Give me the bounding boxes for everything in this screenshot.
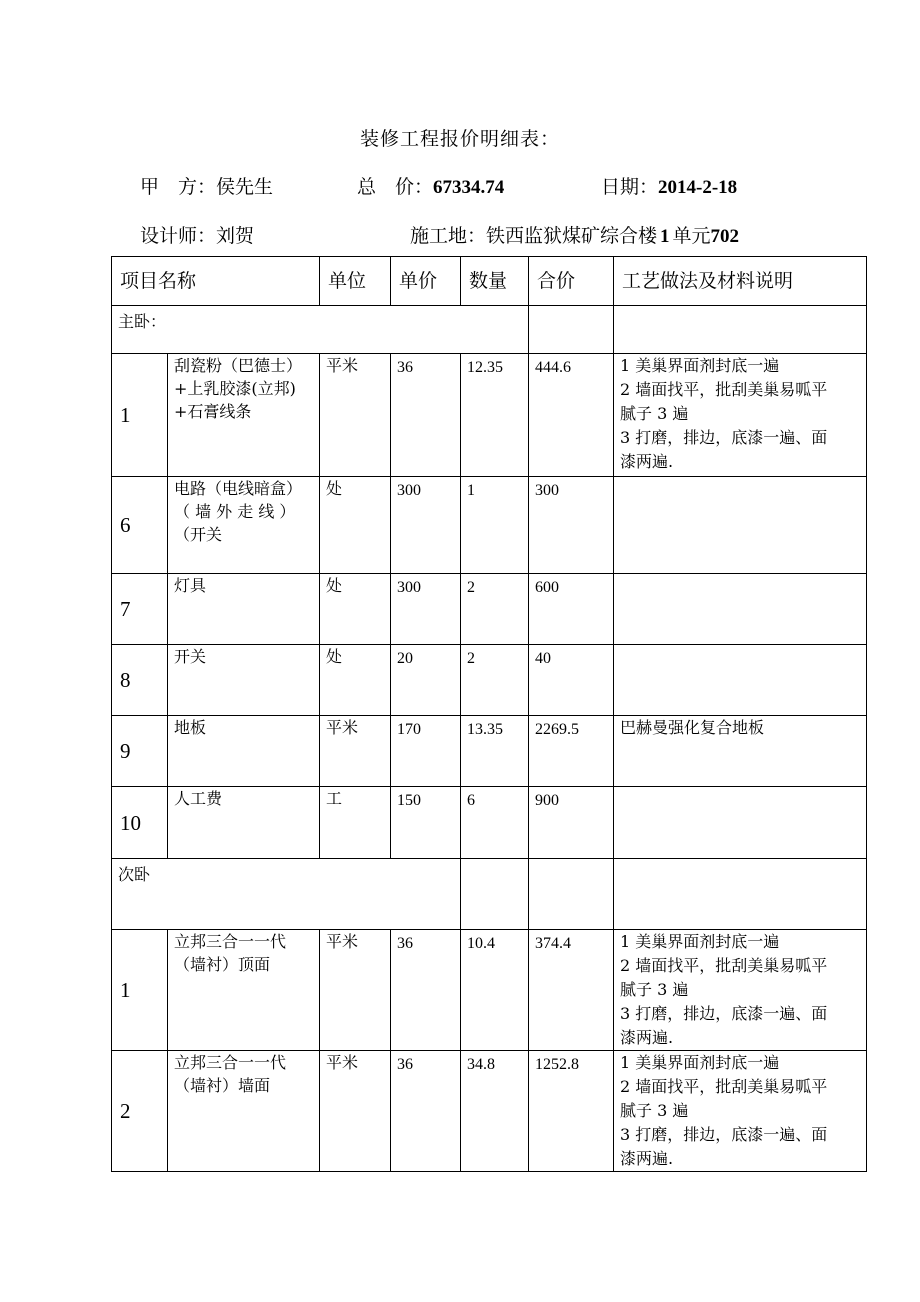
unit-price: 20 [391,645,461,716]
process-description [614,1051,867,1172]
unit: 处 [320,645,391,716]
date-label: 日期： [601,176,659,198]
item-name-line: 人工费 [174,789,223,808]
row-index: 9 [112,716,168,787]
client-value: 侯先生 [216,176,274,198]
section-label-second-bedroom: 次卧 [112,859,461,930]
col-header-unit: 单位 [320,257,391,306]
desc-line: 2 墙面找平，批刮美巢易呱平 [620,1077,828,1096]
row-index: 10 [112,787,168,859]
desc-line: 1 美巢界面剂封底一遍 [620,356,780,375]
row-index: 6 [112,477,168,574]
table-row [112,574,867,645]
date-value: 2014-2-18 [658,177,738,198]
process-description [614,716,867,787]
desc-line: 3 打磨，排边，底漆一遍、面 [620,1125,828,1144]
client-field [140,172,273,199]
table-header-row [112,257,867,306]
unit: 平米 [320,930,391,1051]
table-cell [529,859,614,930]
quantity: 12.35 [461,354,529,477]
item-name-line: 立邦三合一一代 [174,932,287,951]
line-total: 1252.8 [529,1051,614,1172]
process-description [614,477,867,574]
item-name [168,574,320,645]
quantity: 10.4 [461,930,529,1051]
quotation-table [111,256,867,1172]
unit-price: 170 [391,716,461,787]
line-total: 600 [529,574,614,645]
table-row [112,477,867,574]
item-name-line: （墙衬）顶面 [174,955,271,974]
item-name [168,477,320,574]
item-name-line: 开关 [174,647,207,666]
desc-line: 2 墙面找平，批刮美巢易呱平 [620,956,828,975]
site-unit-label: 单元 [672,225,711,247]
item-name-line: 地板 [174,718,207,737]
table-row [112,354,867,477]
row-index: 7 [112,574,168,645]
table-row [112,1051,867,1172]
site-field [410,221,739,248]
item-name-line: （ 墙 外 走 线 ） [174,502,296,521]
item-name-line: 刮瓷粉（巴德士） [174,356,303,375]
unit: 处 [320,477,391,574]
unit-price: 300 [391,477,461,574]
item-name-line: +石膏线条 [174,402,252,421]
table-cell [529,306,614,354]
desc-line: 2 墙面找平，批刮美巢易呱平 [620,380,828,399]
quantity: 6 [461,787,529,859]
item-name-line: +上乳胶漆(立邦) [174,379,296,398]
designer-field [140,221,254,248]
unit: 平米 [320,354,391,477]
quantity: 2 [461,574,529,645]
table-cell [614,859,867,930]
table-cell [461,859,529,930]
desc-line: 3 打磨，排边，底漆一遍、面 [620,428,828,447]
desc-line: 漆两遍. [620,1028,674,1047]
line-total: 374.4 [529,930,614,1051]
designer-value: 刘贺 [216,225,255,247]
desc-line: 腻子 3 遍 [620,404,689,423]
desc-line: 巴赫曼强化复合地板 [620,718,765,737]
line-total: 444.6 [529,354,614,477]
unit-price: 300 [391,574,461,645]
item-name-line: 立邦三合一一代 [174,1053,287,1072]
section-row [112,859,867,930]
total-price-field [357,172,504,199]
table-row [112,930,867,1051]
desc-line: 3 打磨，排边，底漆一遍、面 [620,1004,828,1023]
line-total: 2269.5 [529,716,614,787]
process-description [614,574,867,645]
table-row [112,645,867,716]
process-description [614,930,867,1051]
desc-line: 1 美巢界面剂封底一遍 [620,1053,780,1072]
item-name-line: 灯具 [174,576,207,595]
date-field [601,172,737,199]
section-label-master-bedroom: 主卧： [112,306,529,354]
item-name [168,930,320,1051]
col-header-item: 项目名称 [112,257,320,306]
unit: 工 [320,787,391,859]
process-description [614,645,867,716]
desc-line: 漆两遍. [620,452,674,471]
row-index: 2 [112,1051,168,1172]
process-description [614,787,867,859]
desc-line: 漆两遍. [620,1149,674,1168]
item-name [168,716,320,787]
item-name-line: 电路（电线暗盒） [174,479,303,498]
client-label: 甲 方： [140,176,217,198]
unit-price: 36 [391,1051,461,1172]
site-label: 施工地： [410,225,487,247]
total-price-value: 67334.74 [433,177,505,198]
total-price-label: 总 价： [357,176,434,198]
col-header-price: 单价 [391,257,461,306]
site-room-number: 702 [710,226,740,247]
quantity: 13.35 [461,716,529,787]
row-index: 1 [112,930,168,1051]
site-value: 铁西监狱煤矿综合楼 [486,225,658,247]
designer-label: 设计师： [140,225,217,247]
col-header-total: 合价 [529,257,614,306]
col-header-desc: 工艺做法及材料说明 [614,257,867,306]
section-row [112,306,867,354]
item-name-line: （墙衬）墙面 [174,1076,271,1095]
unit-price: 36 [391,930,461,1051]
item-name [168,645,320,716]
table-row [112,716,867,787]
col-header-qty: 数量 [461,257,529,306]
document-title: 装修工程报价明细表： [359,128,560,150]
row-index: 1 [112,354,168,477]
table-row [112,787,867,859]
unit-price: 150 [391,787,461,859]
desc-line: 腻子 3 遍 [620,1101,689,1120]
quantity: 1 [461,477,529,574]
process-description [614,354,867,477]
item-name-line: （开关 [174,525,223,544]
item-name [168,787,320,859]
desc-line: 腻子 3 遍 [620,980,689,999]
table-cell [614,306,867,354]
unit: 平米 [320,1051,391,1172]
unit: 处 [320,574,391,645]
unit: 平米 [320,716,391,787]
item-name [168,1051,320,1172]
quantity: 2 [461,645,529,716]
unit-price: 36 [391,354,461,477]
line-total: 40 [529,645,614,716]
line-total: 300 [529,477,614,574]
site-building-number: 1 [660,226,670,247]
item-name [168,354,320,477]
desc-line: 1 美巢界面剂封底一遍 [620,932,780,951]
quantity: 34.8 [461,1051,529,1172]
line-total: 900 [529,787,614,859]
row-index: 8 [112,645,168,716]
